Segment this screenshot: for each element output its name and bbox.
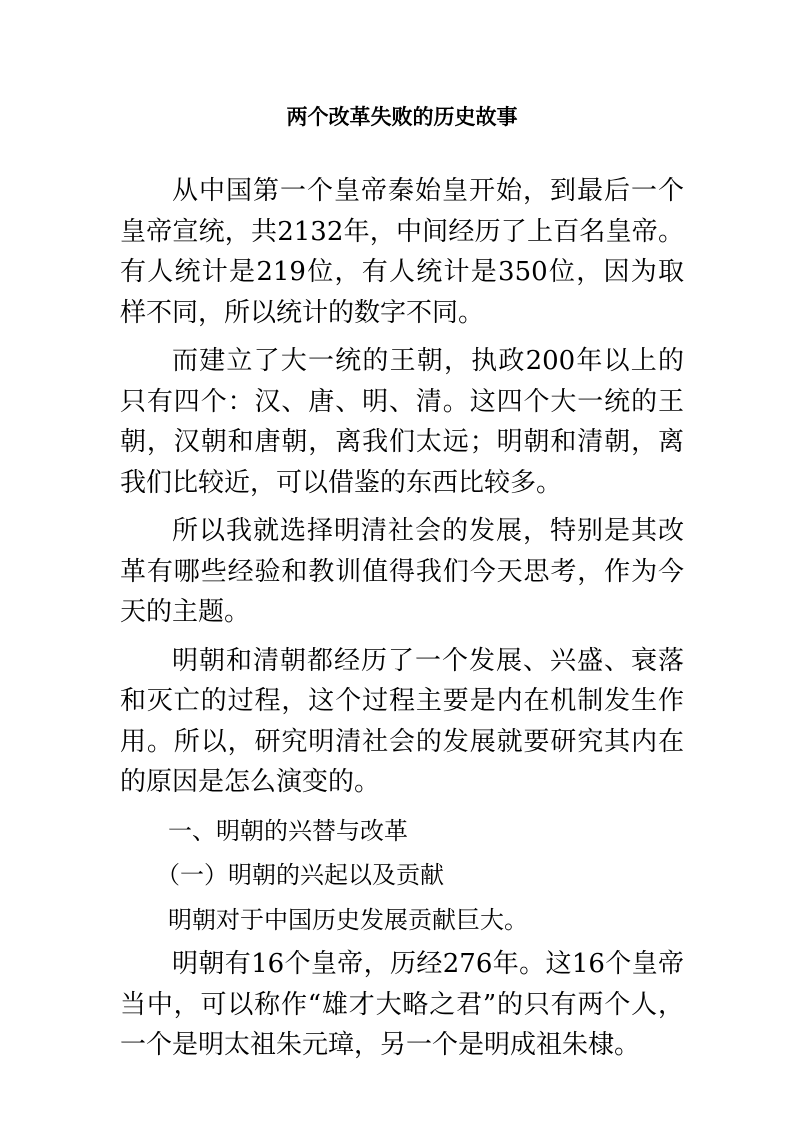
document-title: 两个改革失败的历史故事 (286, 104, 518, 129)
paragraph-6: 明朝有16个皇帝，历经276年。这16个皇帝当中，可以称作“雄才大略之君”的只有两个人，一个是明太祖朱元璋，另一个是明成祖朱棣。 (120, 949, 684, 1060)
paragraph-5: 明朝对于中国历史发展贡献巨大。 (168, 905, 528, 934)
paragraph-4: 明朝和清朝都经历了一个发展、兴盛、衰落和灭亡的过程，这个过程主要是内在机制发生作用。所以，研究明清社会的发展就要研究其内在的原因是怎么演变的。 (120, 645, 684, 797)
paragraph-1: 从中国第一个皇帝秦始皇开始，到最后一个皇帝宣统，共2132年，中间经历了上百名皇帝。有人统计是219位，有人统计是350位，因为取样不同，所以统计的数字不同。 (120, 176, 684, 328)
paragraph-2: 而建立了大一统的王朝，执政200年以上的只有四个：汉、唐、明、清。这四个大一统的王朝，汉朝和唐朝，离我们太远；明朝和清朝，离我们比较近，可以借鉴的东西比较多。 (120, 346, 684, 498)
subsection-heading: （一）明朝的兴起以及贡献 (156, 861, 444, 889)
section-heading: 一、明朝的兴替与改革 (168, 816, 408, 845)
paragraph-3: 所以我就选择明清社会的发展，特别是其改革有哪些经验和教训值得我们今天思考，作为今天的主题。 (120, 516, 684, 627)
